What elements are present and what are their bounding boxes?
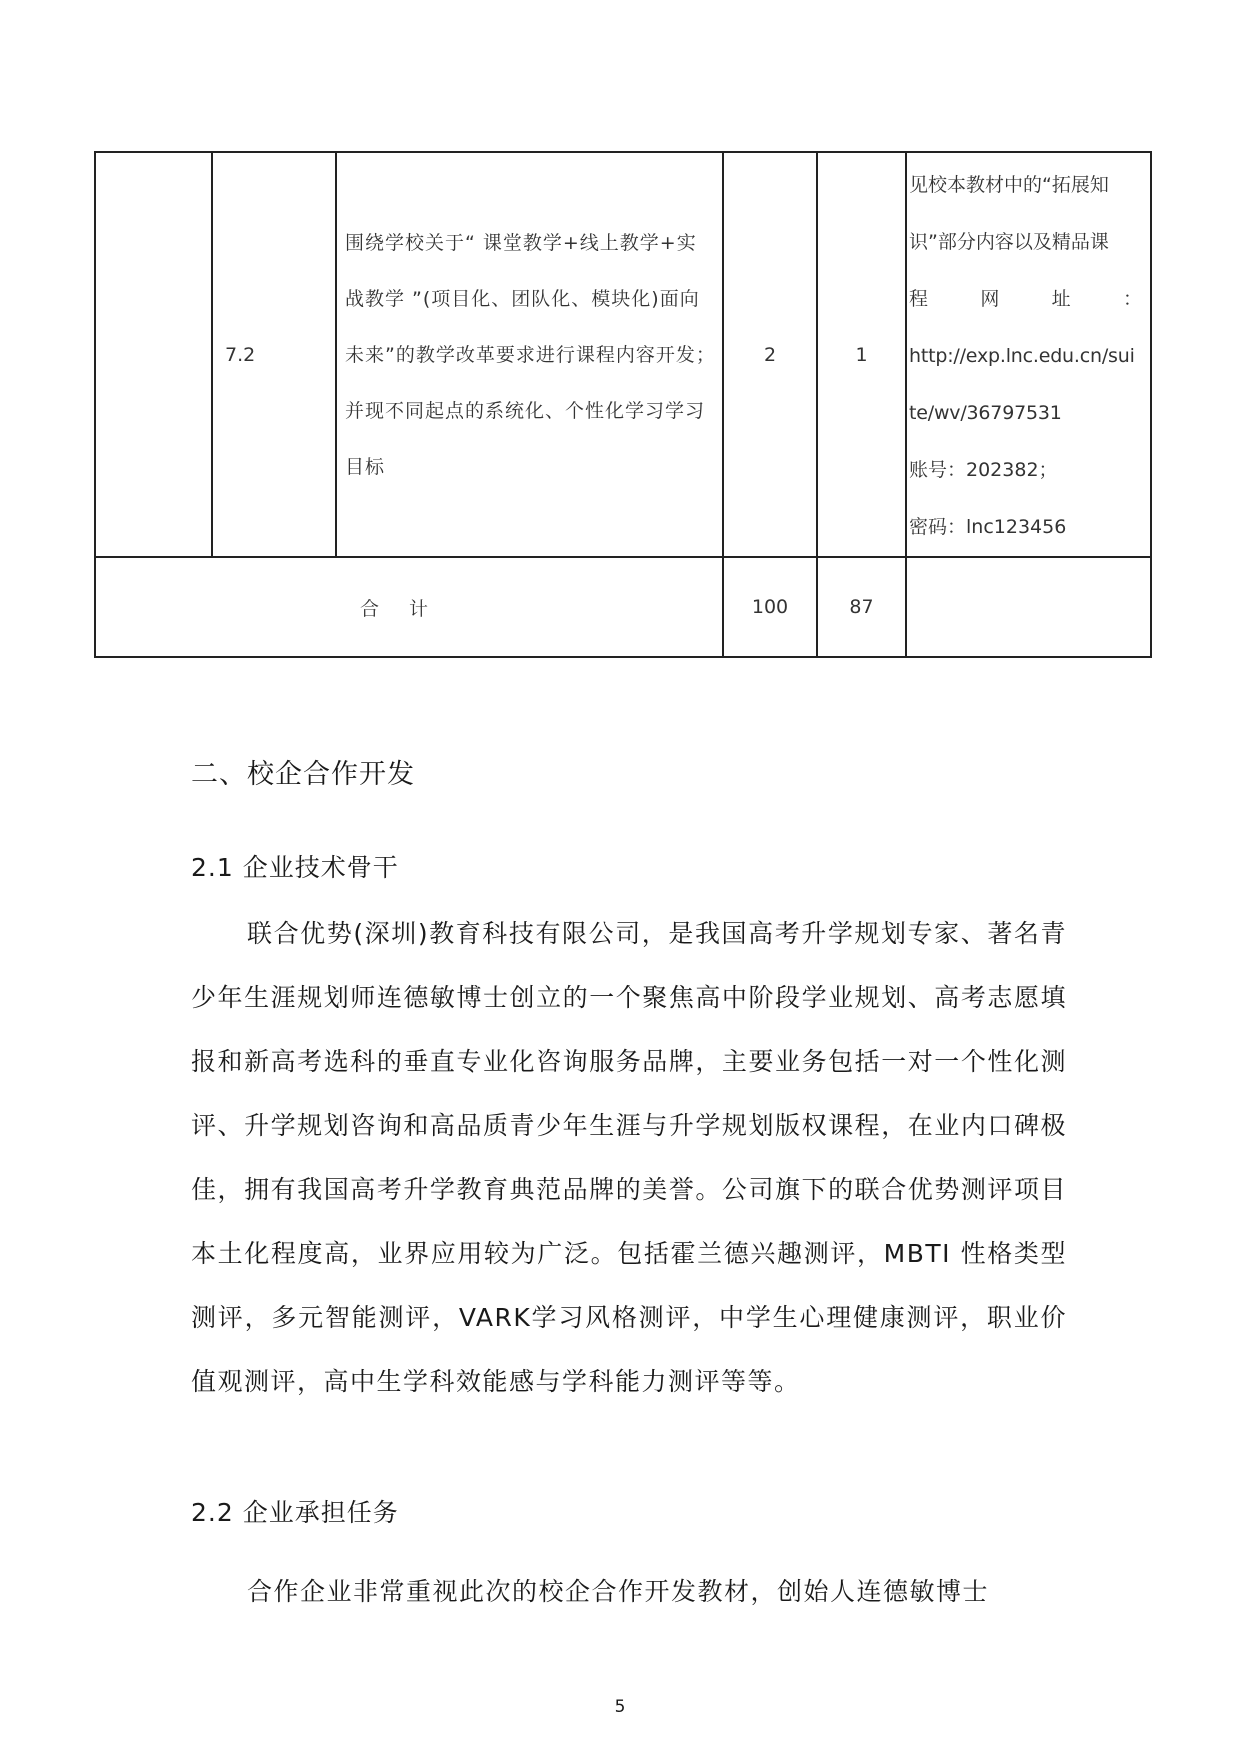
hours-cell: 2 [723, 152, 817, 557]
page-number: 5 [614, 1697, 626, 1717]
item-number: 7.2 [212, 152, 336, 557]
resource-account: 账号：202382； [909, 459, 1058, 481]
table-row [95, 152, 1151, 557]
resource-url[interactable]: http://exp.lnc.edu.cn/sui [909, 345, 1135, 367]
score-cell: 1 [817, 152, 906, 557]
resource-spread-line: 程 网 址 ： [909, 288, 1142, 310]
total-row [95, 557, 1151, 657]
resource-line: 识”部分内容以及精品课 [909, 231, 1109, 253]
total-label: 合计 [95, 557, 723, 657]
resource-line: 见校本教材中的“拓展知 [909, 174, 1109, 196]
content-text: 围绕学校关于“ 课堂教学+线上教学+实战教学 ”(项目化、团队化、模块化)面向未来”的教学改革要求进行课程内容开发；并现不同起点的系统化、个性化学习学习目标 [345, 231, 716, 478]
empty-cell [95, 152, 212, 557]
section-heading: 二、校企合作开发 [191, 759, 415, 790]
total-hours: 100 [723, 557, 817, 657]
subsection-heading: 2.2 企业承担任务 [191, 1498, 399, 1527]
resource-url-cont[interactable]: te/wv/36797531 [909, 402, 1062, 424]
course-table [94, 151, 1152, 658]
paragraph: 联合优势(深圳)教育科技有限公司，是我国高考升学规划专家、著名青少年生涯规划师连德敏博士创立的一个聚焦高中阶段学业规划、高考志愿填报和新高考选科的垂直专业化咨询服务品牌，主要业务包括一对一个性化测评、升学规划咨询和高品质青少年生涯与升学规划版权课程，在业内口碑极佳，拥有我国高考升学教育典范品牌的美誉。公司旗下的联合优势测评项目本土化程度高，业界应用较为广泛。包括霍兰德兴趣测评，MBTI 性格类型测评，多元智能测评，VARK学习风格测评，中学生心理健康测评，职业价值观测评，高中生学科效能感与学科能力测评等等。 [191, 919, 1067, 1396]
paragraph: 合作企业非常重视此次的校企合作开发教材，创始人连德敏博士 [247, 1577, 990, 1606]
empty-cell [906, 557, 1151, 657]
total-score: 87 [817, 557, 906, 657]
resource-password: 密码：lnc123456 [909, 516, 1067, 538]
content-cell [336, 152, 723, 557]
resource-cell [906, 152, 1151, 557]
subsection-heading: 2.1 企业技术骨干 [191, 853, 399, 882]
